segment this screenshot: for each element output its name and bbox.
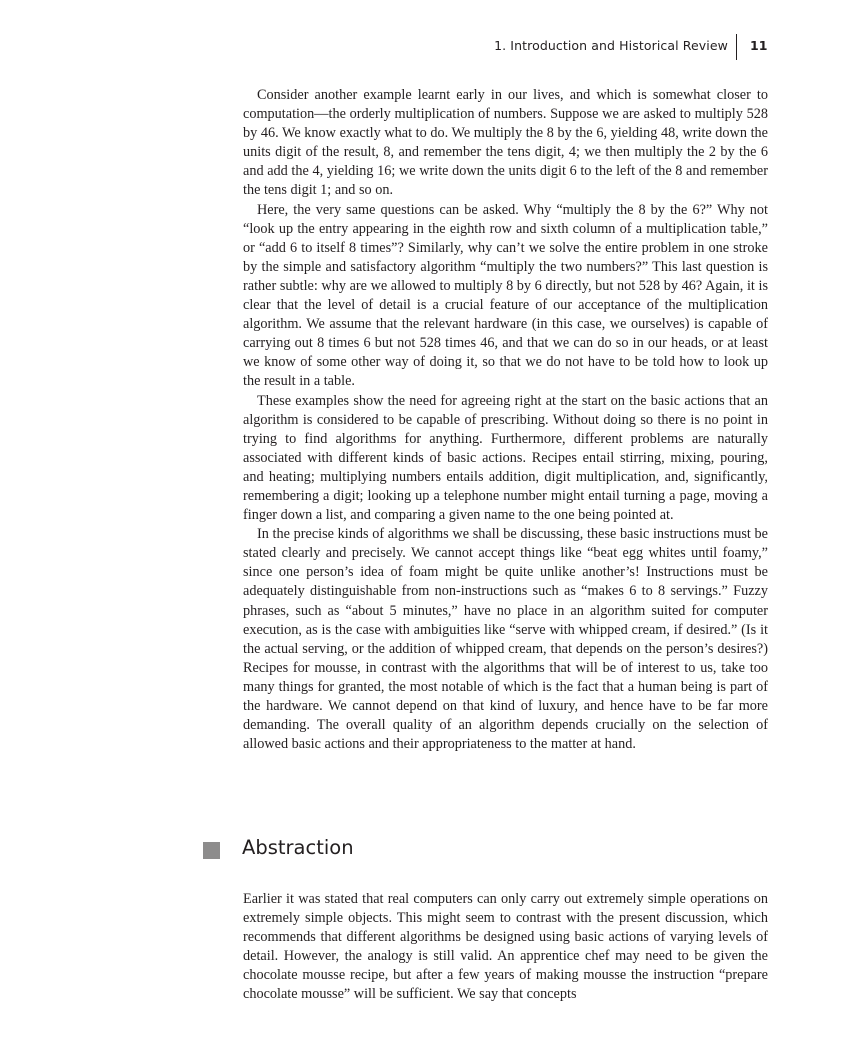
page-number: 11	[750, 38, 768, 53]
section-title: Abstraction	[242, 836, 354, 859]
paragraph: In the precise kinds of algorithms we shall be discussing, these basic instructions must be stated clearly and precisely. We cannot accept things like “beat egg whites until foamy,” since one person’s idea of foam might be quite unlike another’s! Instructions must be adequately distinguishable from non-instructions such as “makes 6 to 8 servings.” Fuzzy phrases, such as “about 5 minutes,” have no place in an algorithm suited for computer execution, as is the case with ambiguities like “serve with whipped cream, if desired.” (Is it the actual serving, or the addition of whipped cream, that depends on the person’s desires?) Recipes for mousse, in contrast with the algorithms that will be of interest to us, take too many things for granted, the most notable of which is the fact that a human being is part of the hardware. We cannot depend on that kind of luxury, and hence have to be far more demanding. The overall quality of an algorithm depends crucially on the selection of allowed basic actions and their appropriateness to the matter at hand.	[243, 526, 768, 753]
paragraph: Consider another example learnt early in our lives, and which is somewhat closer to computation—the orderly multiplication of numbers. Suppose we are asked to multiply 528 by 46. We know exactly what to do. We multiply the 8 by the 6, yielding 48, write down the units digit of the result, 8, and remember the tens digit, 4; we then multiply the 2 by the 6 and add the 4, yielding 16; we write down the units digit 6 to the left of the 8 and remember the tens digit 1; and so on.	[243, 87, 768, 199]
section-heading	[203, 835, 763, 865]
paragraph: These examples show the need for agreeing right at the start on the basic actions that an algorithm is considered to be capable of prescribing. Without doing so there is no point in trying to find algorithms for anything. Furthermore, different problems are naturally associated with different kinds of basic actions. Recipes entail stirring, mixing, pouring, and heating; multiplying numbers entails addition, digit multiplication, and, significantly, remembering a digit; looking up a telephone number might entail turning a page, moving a finger down a list, and comparing a given name to the one being pointed at.	[243, 392, 768, 524]
section-marker-icon	[203, 842, 220, 859]
header-divider	[736, 34, 737, 60]
running-head	[0, 31, 852, 61]
paragraph: Earlier it was stated that real computers can only carry out extremely simple operations on extremely simple objects. This might seem to contrast with the present discussion, which recommends that different algorithms be designed using basic actions of varying levels of detail. However, the analogy is still valid. An apprentice chef may need to be given the chocolate mousse recipe, but after a few years of making mousse the instruction “prepare chocolate mousse” will be sufficient. We say that concepts	[243, 891, 768, 1003]
chapter-title: 1. Introduction and Historical Review	[494, 38, 728, 53]
paragraph: Here, the very same questions can be asked. Why “multiply the 8 by the 6?” Why not “look up the entry appearing in the eighth row and sixth column of a multiplication table,” or “add 6 to itself 8 times”? Similarly, why can’t we solve the entire problem in one stroke by the simple and satisfactory algorithm “multiply the two numbers?” This last question is rather subtle: why are we allowed to multiply 8 by 6 directly, but not 528 by 46? Again, it is clear that the level of detail is a crucial feature of our acceptance of the multiplication algorithm. We assume that the relevant hardware (in this case, we ourselves) is capable of carrying out 8 times 6 but not 528 times 46, and that we can do so in our heads, or at least we know of some other way of doing it, so that we do not have to be told how to look up the result in a table.	[243, 201, 768, 390]
section-text-block	[243, 890, 768, 1005]
main-text-block	[243, 86, 768, 754]
